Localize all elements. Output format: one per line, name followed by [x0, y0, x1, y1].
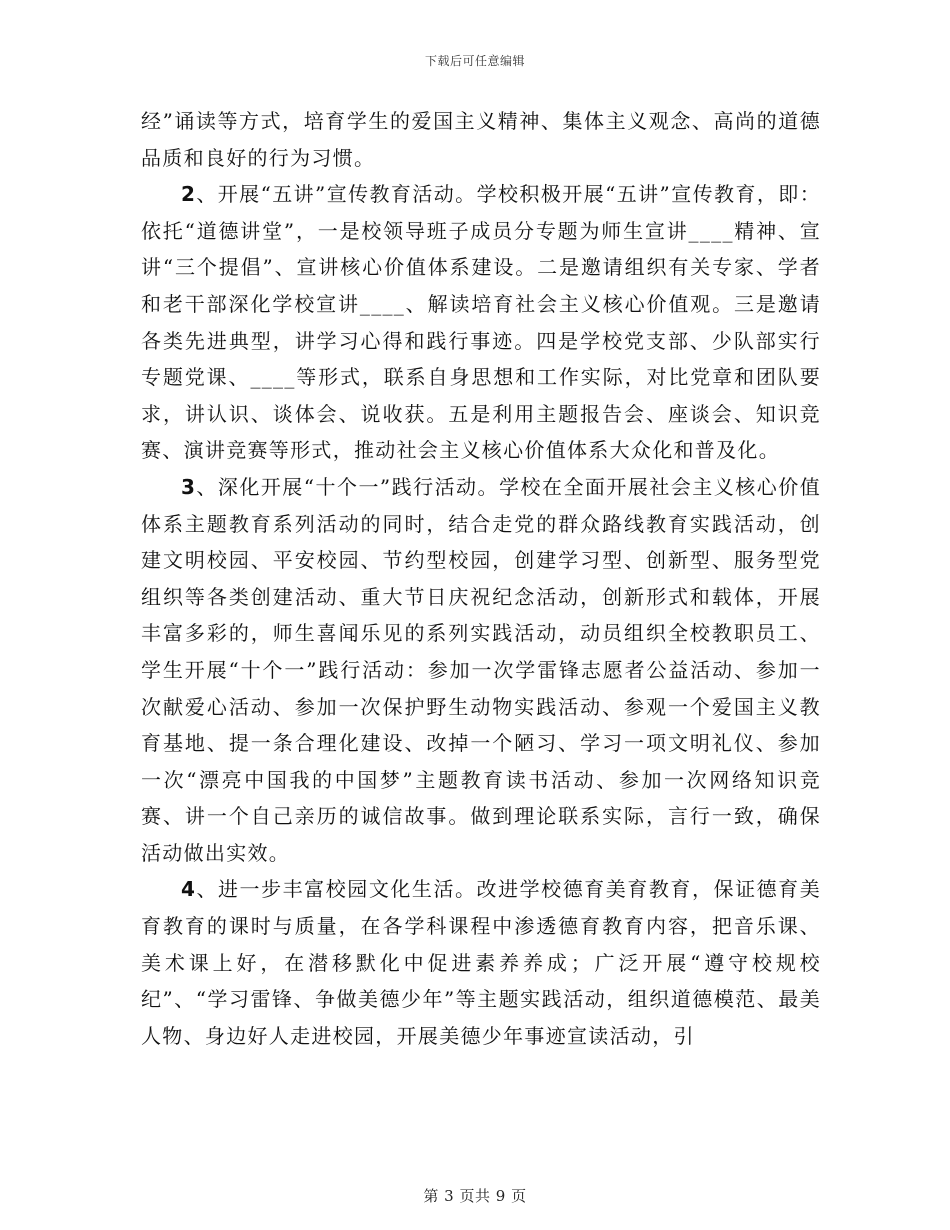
- paragraph-text: 经”诵读等方式，培育学生的爱国主义精神、集体主义观念、高尚的道德品质和良好的行为习惯。: [141, 109, 821, 170]
- page-header: 下载后可任意编辑: [424, 54, 525, 68]
- page-footer: 第 3 页共 9 页: [423, 1187, 527, 1205]
- paragraph-number: 2: [181, 182, 197, 207]
- paragraph-text: 、进一步丰富校园文化生活。改进学校德育美育教育，保证德育美育教育的课时与质量，在各学科课程中渗透德育教育内容，把音乐课、美术课上好，在潜移默化中促进素养养成；广泛开展“遵守校规校纪”、“学习雷锋、争做美德少年”等主题实践活动，组织道德模范、最美人物、身边好人走进校园，开展美德少年事迹宣读活动，引: [141, 877, 821, 1048]
- paragraph-4: [141, 871, 821, 1054]
- paragraph-continuation: [141, 103, 821, 176]
- paragraph-number: 4: [181, 877, 197, 902]
- paragraph-3: [141, 469, 821, 872]
- paragraph-number: 3: [181, 474, 197, 499]
- paragraph-text: 、开展“五讲”宣传教育活动。学校积极开展“五讲”宣传教育，即：依托“道德讲堂”，一是校领导班子成员分专题为师生宣讲____精神、宣讲“三个提倡”、宣讲核心价值体系建设。二是邀请组织有关专家、学者和老干部深化学校宣讲____、解读培育社会主义核心价值观。三是邀请各类先进典型，讲学习心得和践行事迹。四是学校党支部、少队部实行专题党课、____等形式，联系自身思想和工作实际，对比党章和团队要求，讲认识、谈体会、说收获。五是利用主题报告会、座谈会、知识竞赛、演讲竞赛等形式，推动社会主义核心价值体系大众化和普及化。: [141, 182, 821, 463]
- paragraph-text: 、深化开展“十个一”践行活动。学校在全面开展社会主义核心价值体系主题教育系列活动的同时，结合走党的群众路线教育实践活动，创建文明校园、平安校园、节约型校园，创建学习型、创新型、服务型党组织等各类创建活动、重大节日庆祝纪念活动，创新形式和载体，开展丰富多彩的，师生喜闻乐见的系列实践活动，动员组织全校教职员工、学生开展“十个一”践行活动：参加一次学雷锋志愿者公益活动、参加一次献爱心活动、参加一次保护野生动物实践活动、参观一个爱国主义教育基地、提一条合理化建设、改掉一个陋习、学习一项文明礼仪、参加一次“漂亮中国我的中国梦”主题教育读书活动、参加一次网络知识竞赛、讲一个自己亲历的诚信故事。做到理论联系实际，言行一致，确保活动做出实效。: [141, 474, 821, 865]
- document-body: [141, 103, 821, 1054]
- paragraph-2: [141, 176, 821, 469]
